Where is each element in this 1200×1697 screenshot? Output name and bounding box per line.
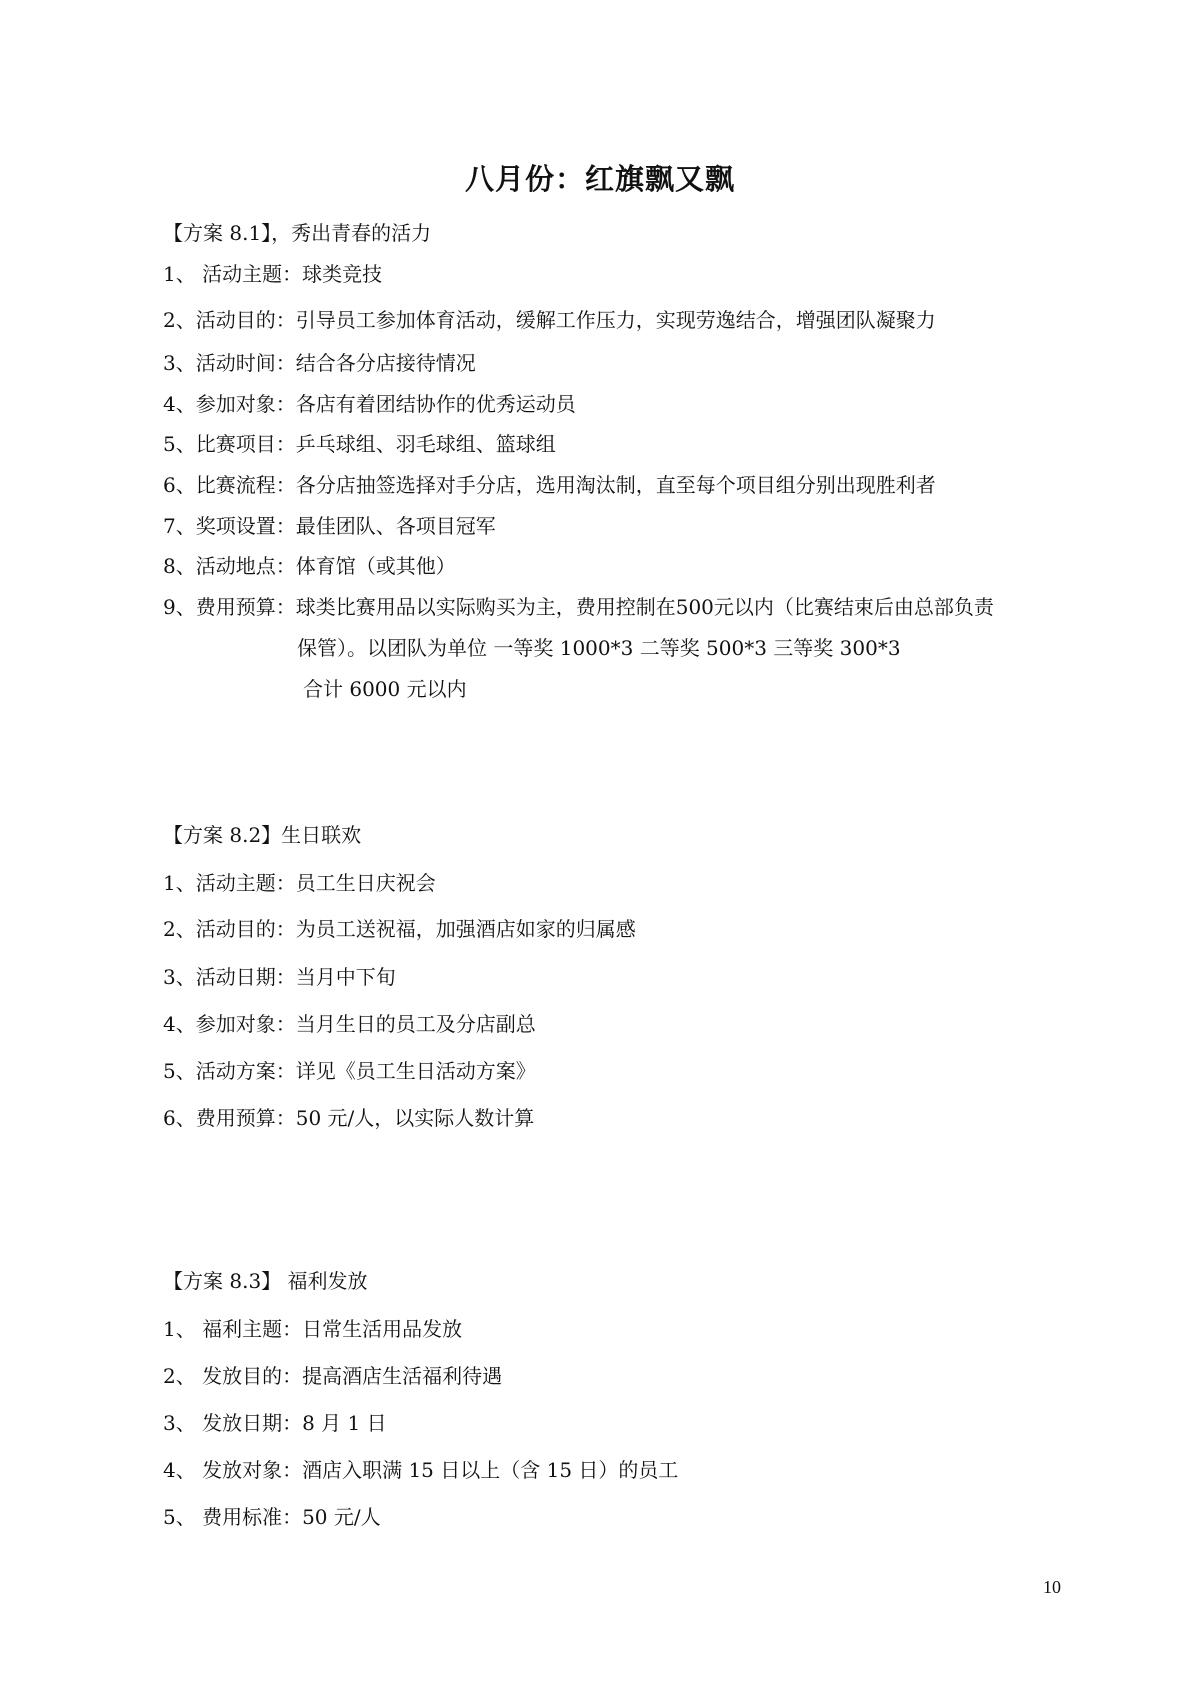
plan-8-3-item-3: 3、 发放日期：8 月 1 日 <box>163 1411 387 1435</box>
plan-8-1-item-9: 9、费用预算：球类比赛用品以实际购买为主，费用控制在500元以内（比赛结束后由总部负责 <box>163 595 994 619</box>
plan-8-3-item-2: 2、 发放目的：提高酒店生活福利待遇 <box>163 1364 503 1388</box>
plan-8-3-heading: 【方案 8.3】 福利发放 <box>163 1269 368 1293</box>
plan-8-1-item-6: 6、比赛流程：各分店抽签选择对手分店，选用淘汰制，直至每个项目组分别出现胜利者 <box>163 473 936 497</box>
plan-8-1-heading: 【方案 8.1】，秀出青春的活力 <box>163 221 432 245</box>
plan-8-1-item-3: 3、活动时间：结合各分店接待情况 <box>163 351 476 375</box>
plan-8-3-item-1: 1、 福利主题：日常生活用品发放 <box>163 1317 463 1341</box>
plan-8-1-item-4: 4、参加对象：各店有着团结协作的优秀运动员 <box>163 392 576 416</box>
plan-8-2-item-3: 3、活动日期：当月中下旬 <box>163 965 396 989</box>
plan-8-3-item-5: 5、 费用标准：50 元/人 <box>163 1505 381 1529</box>
plan-8-1-budget-total: 合计 6000 元以内 <box>303 677 467 701</box>
plan-8-1-item-7: 7、奖项设置：最佳团队、各项目冠军 <box>163 514 496 538</box>
plan-8-2-item-1: 1、活动主题：员工生日庆祝会 <box>163 871 436 895</box>
plan-8-1-budget-continuation: 保管）。以团队为单位 一等奖 1000*3 二等奖 500*3 三等奖 300*3 <box>297 636 901 660</box>
plan-8-1-item-1: 1、 活动主题：球类竞技 <box>163 262 383 286</box>
plan-8-1-item-2: 2、活动目的：引导员工参加体育活动，缓解工作压力，实现劳逸结合，增强团队凝聚力 <box>163 308 936 332</box>
plan-8-3-item-4: 4、 发放对象：酒店入职满 15 日以上（含 15 日）的员工 <box>163 1458 679 1482</box>
plan-8-2-heading: 【方案 8.2】生日联欢 <box>163 823 362 847</box>
plan-8-2-item-2: 2、活动目的：为员工送祝福，加强酒店如家的归属感 <box>163 917 636 941</box>
plan-8-1-item-8: 8、活动地点：体育馆（或其他） <box>163 554 456 578</box>
plan-8-2-item-6: 6、费用预算：50 元/人，以实际人数计算 <box>163 1106 535 1130</box>
plan-8-2-item-4: 4、参加对象：当月生日的员工及分店副总 <box>163 1012 536 1036</box>
page-title: 八月份：红旗飘又飘 <box>464 162 735 196</box>
page-number: 10 <box>1043 1577 1061 1597</box>
plan-8-1-item-5: 5、比赛项目：乒乓球组、羽毛球组、篮球组 <box>163 432 556 456</box>
plan-8-2-item-5: 5、活动方案：详见《员工生日活动方案》 <box>163 1059 536 1083</box>
